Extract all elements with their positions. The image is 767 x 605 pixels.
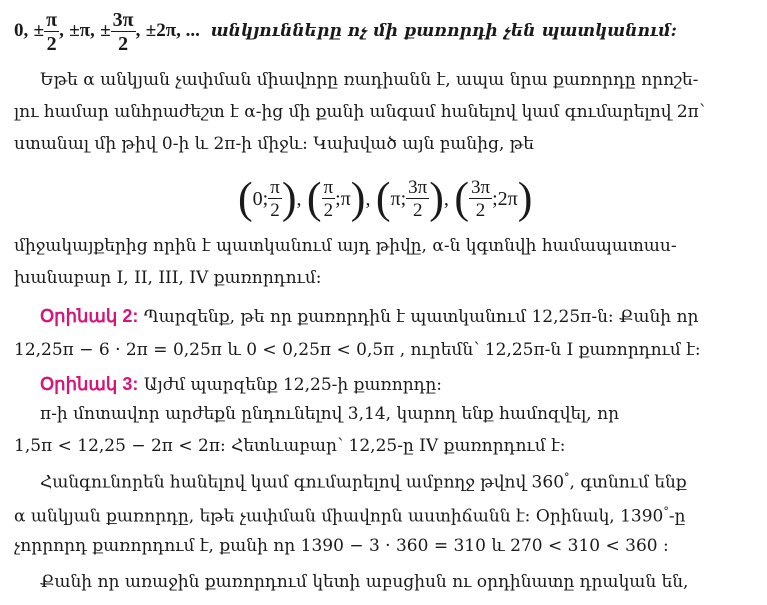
para3-line1 [40,468,687,493]
interval-1-left: 0; [252,187,269,210]
fraction-denominator: 2 [118,32,129,55]
para1-line3: ստանալ մի թիվ 0-ի և 2π-ի միջև: Կախված այն բանից, թե [14,134,534,154]
fraction-denominator: 2 [412,199,423,221]
para3-line2 [14,502,685,527]
header-zero: 0, [14,20,29,41]
example2-line1 [40,306,698,327]
fraction-denominator: 2 [270,199,280,221]
fraction-numerator: π [270,176,280,198]
interval-2-right: ;π [335,187,351,210]
fraction-numerator: π [46,8,58,31]
fraction-numerator: π [323,176,334,198]
example3-line2: π-ի մոտավոր արժեքն ընդունելով 3,14, կարող ենք համոզվել, որ [40,404,620,424]
example3-label: Օրինակ 3: [40,374,139,394]
para2-line2: խանաբար I, II, III, IV քառորդում: [14,268,322,288]
interval-sep-3: , [443,187,449,210]
interval-2-fraction [322,178,336,220]
para3-line1-a: Հանգունորեն հանելով կամ գումարելով ամբողջ թվով 360 [40,472,565,493]
header-statement: անկյունները ոչ մի քառորդի չեն պատկանում: [210,21,677,41]
para1-line2: լու համար անհրաժեշտ է α-ից մի քանի անգամ հանելով կամ գումարելով 2π՝ [14,102,706,122]
para1-line1: Եթե α անկյան չափման միավորը ռադիանն է, ապա նրա քառորդը որոշե- [40,70,699,90]
header-sep-1: , [59,20,64,41]
fraction-denominator: 2 [46,32,57,55]
fraction-numerator: 3π [470,176,491,198]
intervals-row: (0; $\frac{\pi}{2}$ ), ( $\frac{\pi}{2}$ ;π), (π; $\frac{3\pi}{2}$ ), ( $\frac{3\pi}{2}$ ;2π) [238,170,532,226]
para3-line2-b: -ը [668,506,686,527]
header-pm-2: ± [100,20,111,41]
fraction-denominator: 2 [475,199,486,221]
interval-3-fraction [406,178,429,220]
para3-line1-b: , գտնում ենք [569,472,687,493]
fraction-denominator: 2 [323,199,334,221]
interval-3-left: π; [390,187,407,210]
example2-text: Պարզենք, թե որ քառորդին է պատկանում 12,25π-ն: Քանի որ [143,307,699,327]
header-fraction-pi-over-2 [44,10,59,54]
header-sep-2: , [135,20,141,41]
degree-sign: ° [564,471,570,484]
para3-line3: չորրորդ քառորդում է, քանի որ 1390 − 3 · 360 = 310 և 270 < 310 < 360 : [14,536,669,556]
fraction-numerator: 3π [408,176,428,198]
interval-sep-1: , [296,187,302,210]
example3-line3: 1,5π < 12,25 − 2π < 2π: Հետևաբար՝ 12,25-ը IV քառորդում է: [14,436,566,456]
example2-line2: 12,25π − 6 · 2π = 0,25π և 0 < 0,25π < 0,5π , ուրեմն՝ 12,25π-ն I քառորդում է: [14,340,701,360]
interval-1-fraction [268,178,282,220]
interval-4-fraction [469,178,492,220]
interval-sep-2: , [365,187,371,210]
header-pm-pi: ±π, [69,20,95,41]
para2-line1: միջակայքերից որին է պատկանում այդ թիվը, α-ն կգտնվի համապատաս- [14,236,677,256]
example3-line1 [40,374,442,395]
degree-sign: ° [663,505,669,518]
example3-text: Այժմ պարզենք 12,25-ի քառորդը: [143,375,443,395]
example2-label: Օրինակ 2: [40,306,139,326]
header-fraction-3pi-over-2 [111,10,136,54]
fraction-numerator: 3π [112,8,134,31]
para3-line2-a: α անկյան քառորդը, եթե չափման միավորն աստիճանն է: Օրինակ, 1390 [14,506,664,527]
header-line [14,6,677,56]
interval-4-right: ;2π [492,187,518,210]
header-pm-2pi: ±2π, ... [145,20,200,41]
para3-line4: Քանի որ առաջին քառորդում կետի աբսցիսն ու օրդինատը դրական են, [40,572,689,592]
header-pm-1: ± [33,20,45,41]
